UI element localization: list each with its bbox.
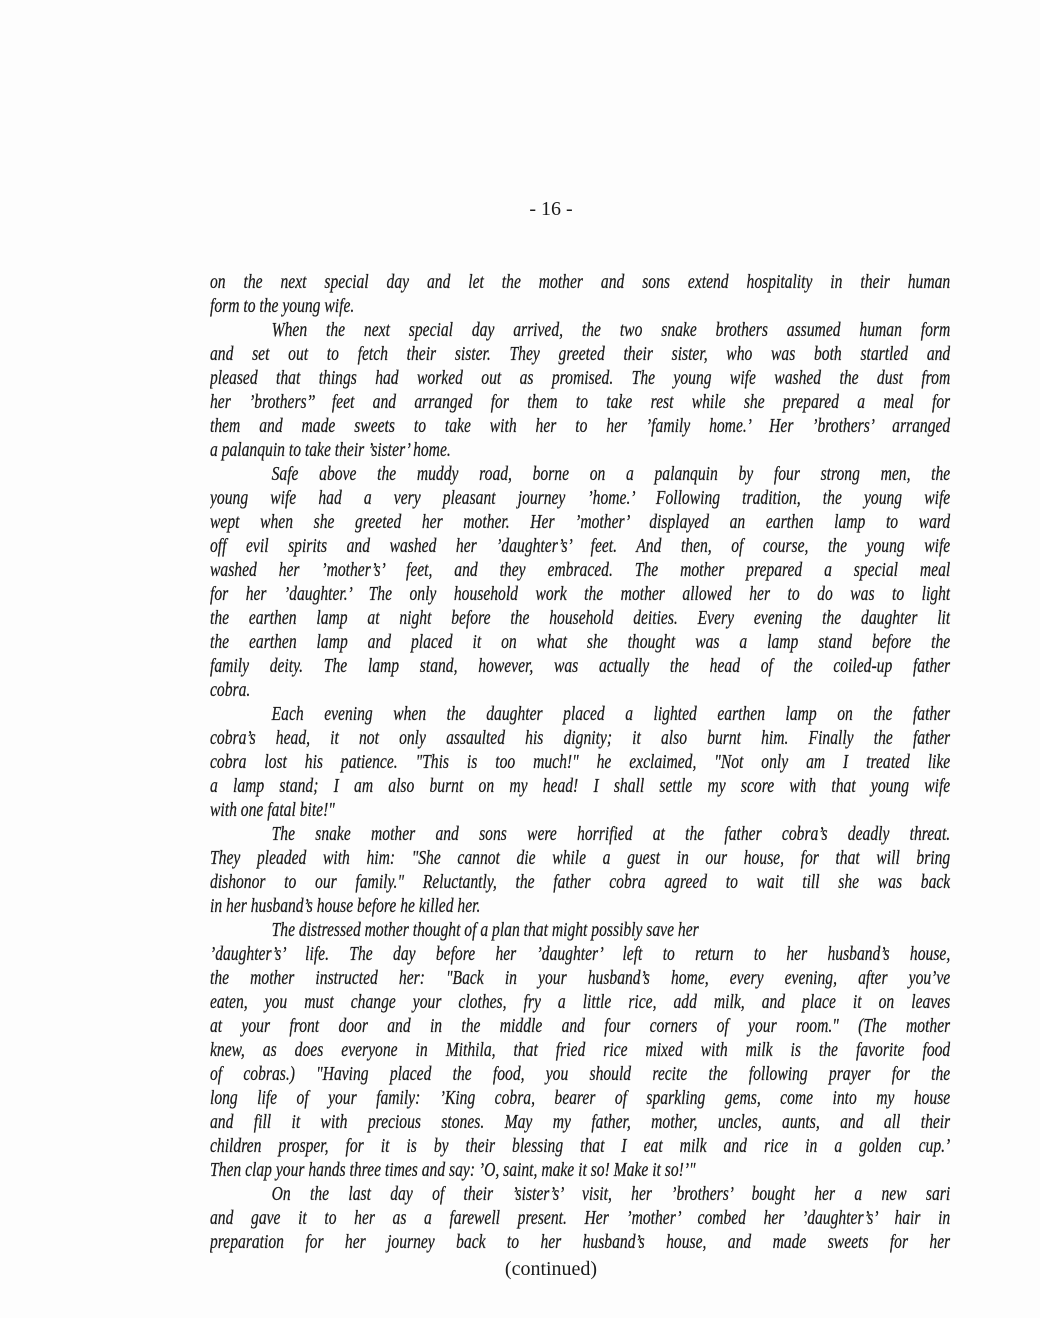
story-body <box>210 270 950 1254</box>
text-line: and set out to fetch their sister. They greeted their sister, who was both startled and <box>210 343 951 365</box>
text-line: them and made sweets to take with her to her ’family home.’ Her ’brothers’ arranged <box>210 415 951 437</box>
text-line: and gave it to her as a farewell present. Her ’mother’ combed her ’daughter’s’ hair in <box>210 1207 951 1229</box>
text-line: cobra lost his patience. "This is too much!" he exclaimed, "Not only am I treated like <box>210 751 951 773</box>
paragraph <box>210 1182 950 1254</box>
text-line: Each evening when the daughter placed a lighted earthen lamp on the father <box>271 703 951 725</box>
paragraph <box>210 918 950 1182</box>
text-line: the earthen lamp and placed it on what she thought was a lamp stand before the <box>210 631 951 653</box>
paragraph <box>210 822 950 918</box>
page-number: - 16 - <box>529 198 573 220</box>
text-line: preparation for her journey back to her husband’s house, and made sweets for her <box>210 1231 951 1253</box>
text-line: young wife had a very pleasant journey ’home.’ Following tradition, the young wife <box>210 487 951 509</box>
text-line: Then clap your hands three times and say: ’O, saint, make it so! Make it so!’" <box>210 1159 696 1181</box>
text-line: When the next special day arrived, the two snake brothers assumed human form <box>271 319 951 341</box>
text-line: her ’brothers’’ feet and arranged for them to take rest while she prepared a meal for <box>210 391 951 413</box>
text-line: on the next special day and let the mother and sons extend hospitality in their human <box>210 271 951 293</box>
text-line: wept when she greeted her mother. Her ’mother’ displayed an earthen lamp to ward <box>210 511 951 533</box>
text-line: The distressed mother thought of a plan that might possibly save her <box>271 919 699 941</box>
text-line: the mother instructed her: "Back in your husband’s home, every evening, after you’ve <box>210 967 951 989</box>
text-line: of cobras.) "Having placed the food, you should recite the following prayer for the <box>210 1063 951 1085</box>
paragraph <box>210 702 950 822</box>
text-line: dishonor to our family." Reluctantly, the father cobra agreed to wait till she was back <box>210 871 951 893</box>
paragraph <box>210 462 950 702</box>
text-line: Safe above the muddy road, borne on a palanquin by four strong men, the <box>271 463 951 485</box>
text-line: pleased that things had worked out as promised. The young wife washed the dust from <box>210 367 951 389</box>
text-line: in her husband’s house before he killed her. <box>210 895 481 917</box>
text-line: children prosper, for it is by their blessing that I eat milk and rice in a golden cup.’ <box>210 1135 951 1157</box>
text-line: for her ’daughter.’ The only household work the mother allowed her to do was to light <box>210 583 951 605</box>
paragraph <box>210 270 950 318</box>
text-line: On the last day of their ’sister’s’ visit, her ’brothers’ bought her a new sari <box>271 1183 951 1205</box>
text-line: The snake mother and sons were horrified at the father cobra’s deadly threat. <box>271 823 951 845</box>
text-line: cobra’s head, it not only assaulted his dignity; it also burnt him. Finally the father <box>210 727 951 749</box>
text-line: ’daughter’s’ life. The day before her ’daughter’ left to return to her husband’s house, <box>210 943 951 965</box>
text-line: and fill it with precious stones. May my father, mother, uncles, aunts, and all their <box>210 1111 951 1133</box>
text-line: form to the young wife. <box>210 295 355 317</box>
text-line: the earthen lamp at night before the household deities. Every evening the daughter lit <box>210 607 951 629</box>
text-line: at your front door and in the middle and four corners of your room." (The mother <box>210 1015 951 1037</box>
text-line: a palanquin to take their ’sister’ home. <box>210 439 451 461</box>
paragraph <box>210 318 950 462</box>
text-line: long life of your family: ’King cobra, bearer of sparkling gems, come into my house <box>210 1087 951 1109</box>
text-line: cobra. <box>210 679 251 701</box>
text-line: They pleaded with him: "She cannot die while a guest in our house, for that will bring <box>210 847 951 869</box>
text-line: eaten, you must change your clothes, fry a little rice, add milk, and place it on leaves <box>210 991 951 1013</box>
text-line: washed her ’mother’s’ feet, and they embraced. The mother prepared a special meal <box>210 559 951 581</box>
text-line: with one fatal bite!" <box>210 799 335 821</box>
text-line: off evil spirits and washed her ’daughter’s’ feet. And then, of course, the young wife <box>210 535 951 557</box>
continued-note: (continued) <box>504 1258 598 1280</box>
text-line: family deity. The lamp stand, however, was actually the head of the coiled-up father <box>210 655 951 677</box>
text-line: knew, as does everyone in Mithila, that fried rice mixed with milk is the favorite food <box>210 1039 951 1061</box>
text-line: a lamp stand; I am also burnt on my head! I shall settle my score with that young wife <box>210 775 951 797</box>
